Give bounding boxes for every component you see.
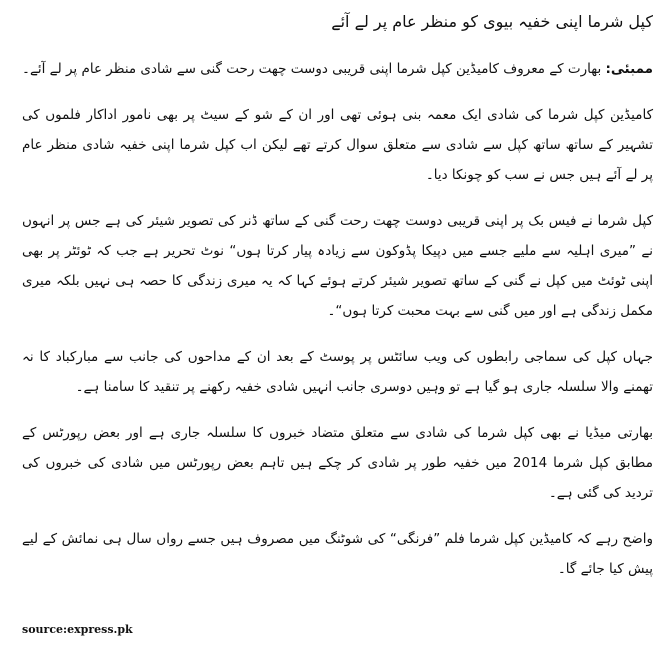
article-paragraph: بھارتی میڈیا نے بھی کپل شرما کی شادی سے متعلق متضاد خبروں کا سلسلہ جاری ہے اور بعض رپورٹس کے مطابق کپل شرما 2014 میں خفیہ طور پر شادی کر چکے ہیں تاہم بعض رپورٹس میں شادی کی خبروں کی تردید کی گئی ہے۔ bbox=[22, 425, 653, 501]
paragraph-text: بھارت کے معروف کامیڈین کپل شرما اپنی قریبی دوست چھت رحت گنی سے شادی منظر عام پر لے آئے۔ bbox=[22, 61, 602, 77]
article-paragraph: واضح رہے کہ کامیڈین کپل شرما فلم ”فرنگی“ کی شوٹنگ میں مصروف ہیں جسے رواں سال ہی نمائش کے لیے پیش کیا جائے گا۔ bbox=[22, 531, 653, 577]
dateline: ممبئی: bbox=[605, 61, 653, 77]
source-credit: source:express.pk bbox=[22, 623, 133, 636]
article-paragraph: کپل شرما نے فیس بک پر اپنی قریبی دوست چھت رحت گنی کے ساتھ ڈنر کی تصویر شیئر کی ہے جس پر انہوں نے ”میری اہلیہ سے ملیے جسے میں دپیکا پڈوکون سے زیادہ پیار کرتا ہوں“ نوٹ تحریر ہے جب کہ ٹوئٹر پر بھی اپنی ٹوئٹ میں کپل نے گنی کے ساتھ تصویر شیئر کرتے ہوئے کہا کہ یہ میری زندگی کا حصہ ہی نہیں بلکہ میری مکمل زندگی ہے اور میں گنی سے بہت محبت کرتا ہوں“۔ bbox=[22, 213, 653, 319]
article-paragraph: جہاں کپل کی سماجی رابطوں کی ویب سائٹس پر پوسٹ کے بعد ان کے مداحوں کی جانب سے مبارکباد کا نہ تھمنے والا سلسلہ جاری ہو گیا ہے تو وہیں دوسری جانب انہیں شادی خفیہ رکھنے پر تنقید کا سامنا ہے۔ bbox=[22, 349, 653, 395]
article-paragraph: کامیڈین کپل شرما کی شادی ایک معمہ بنی ہوئی تھی اور ان کے شو کے سیٹ پر بھی نامور اداکار فلموں کی تشہیر کے ساتھ ساتھ کپل سے شادی سے متعلق سوال کرتے تھے لیکن اب کپل شرما اپنی خفیہ شادی منظر عام پر لے آئے ہیں جس نے سب کو چونکا دیا۔ bbox=[22, 107, 653, 183]
article-title: کپل شرما اپنی خفیہ بیوی کو منظر عام پر لے آئے bbox=[331, 12, 653, 31]
article-paragraph bbox=[22, 54, 653, 84]
